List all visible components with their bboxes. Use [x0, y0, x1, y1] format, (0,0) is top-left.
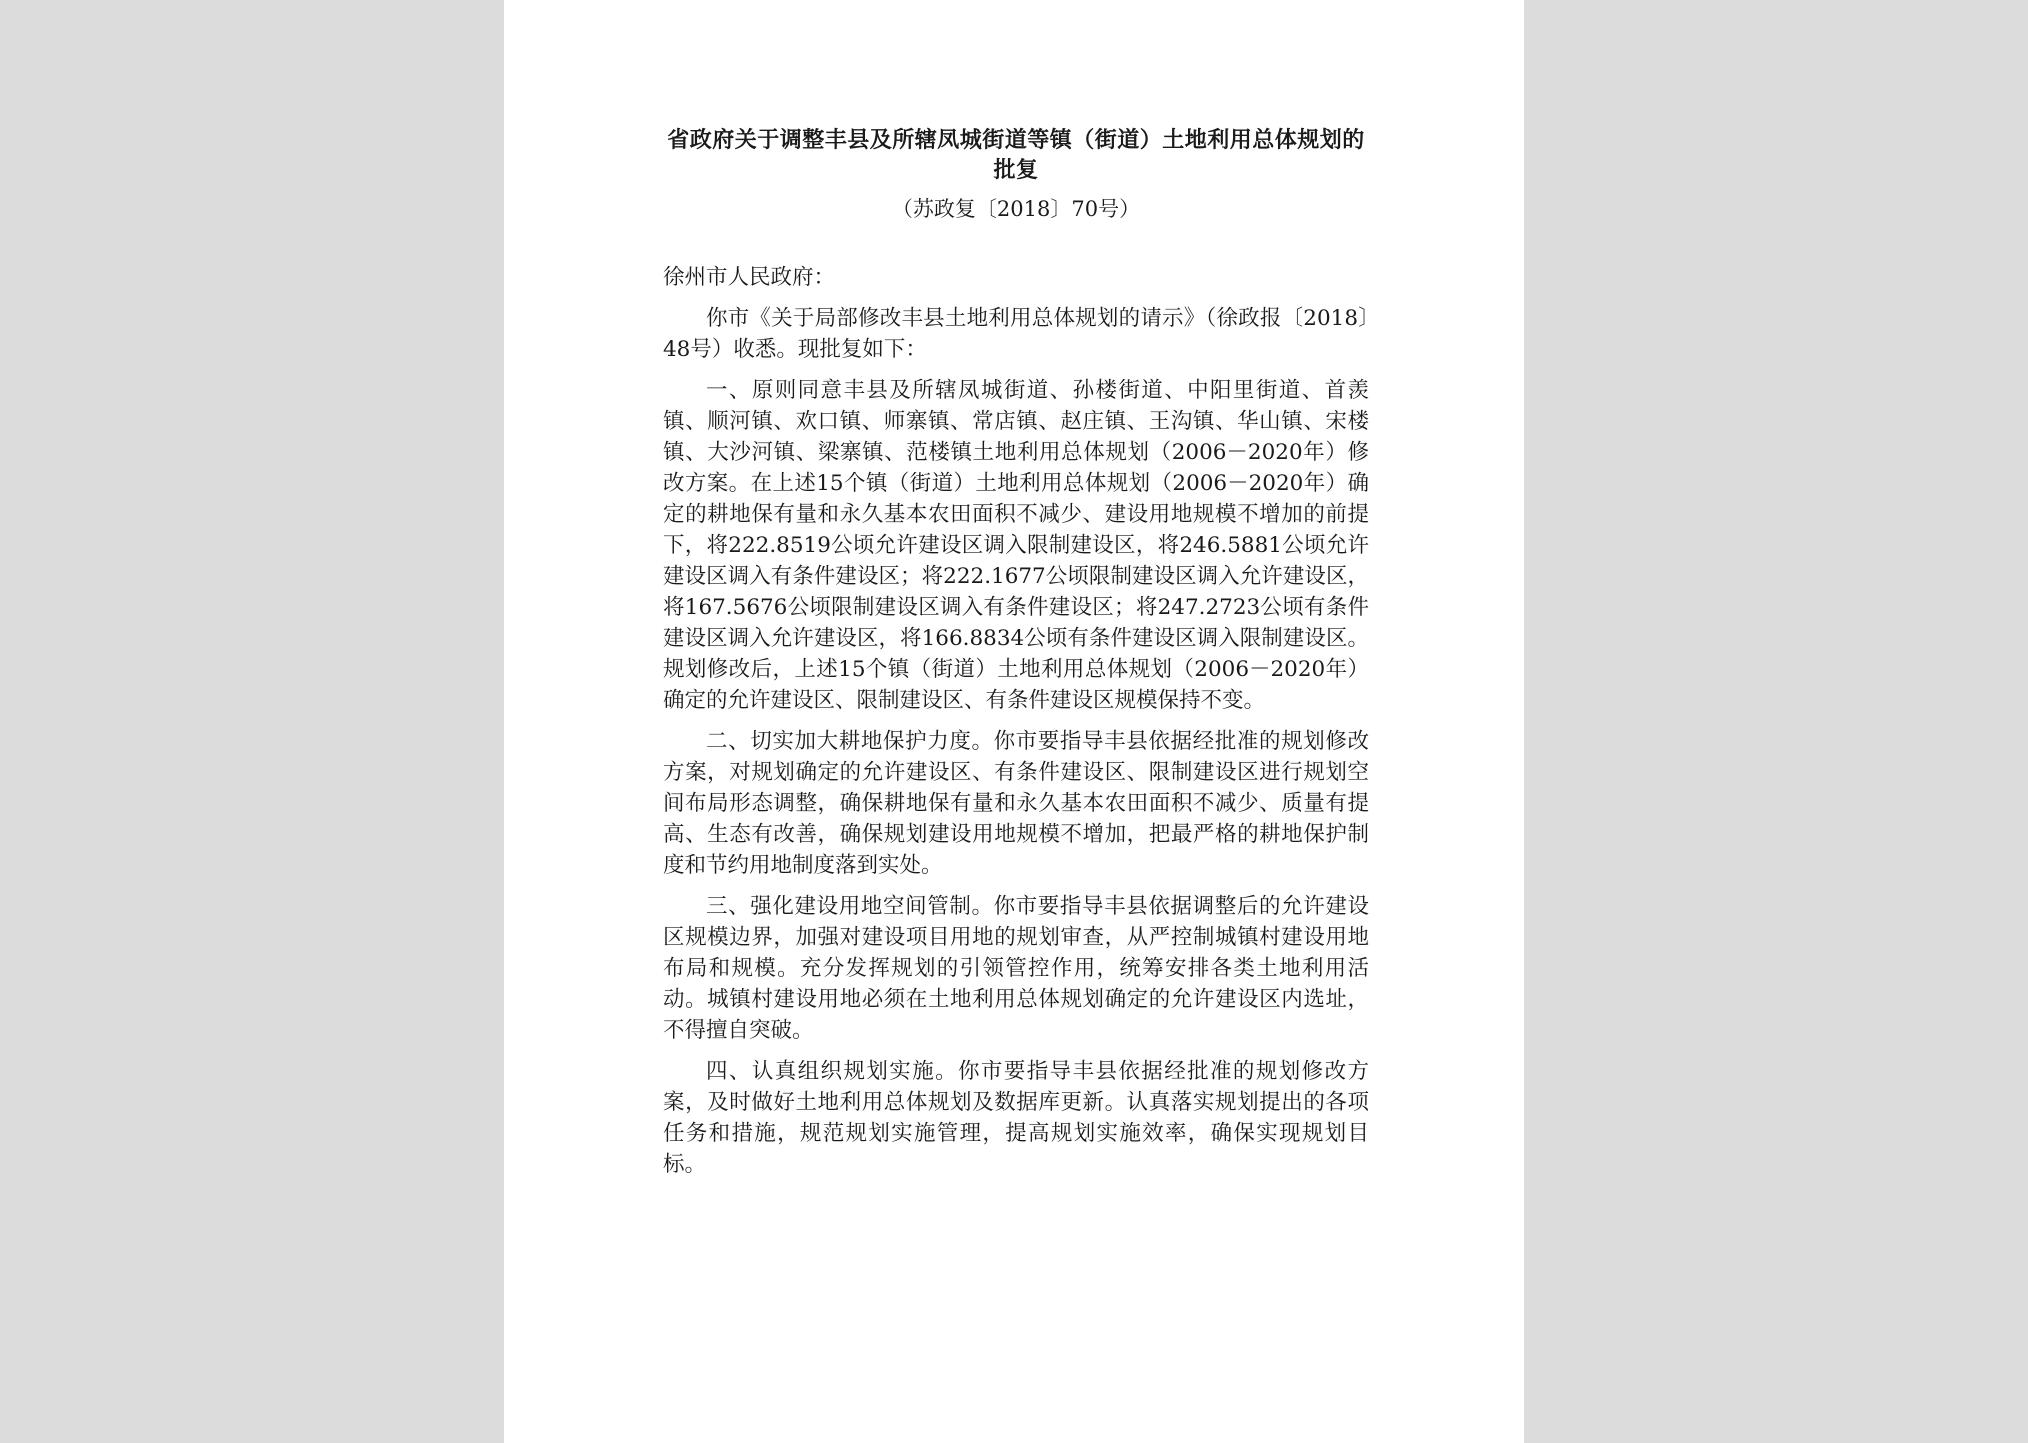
document-number: （苏政复〔2018〕70号）: [891, 197, 1141, 221]
document-content: [663, 126, 1369, 1190]
paragraph-item-1: 一、原则同意丰县及所辖凤城街道、孙楼街道、中阳里街道、首羡镇、顺河镇、欢口镇、师寨镇、常店镇、赵庄镇、王沟镇、华山镇、宋楼镇、大沙河镇、梁寨镇、范楼镇土地利用总体规划（2006－2020年）修改方案。在上述15个镇（街道）土地利用总体规划（2006－2020年）确定的耕地保有量和永久基本农田面积不减少、建设用地规模不增加的前提下，将222.8519公顷允许建设区调入限制建设区，将246.5881公顷允许建设区调入有条件建设区；将222.1677公顷限制建设区调入允许建设区，将167.5676公顷限制建设区调入有条件建设区；将247.2723公顷有条件建设区调入允许建设区，将166.8834公顷有条件建设区调入限制建设区。规划修改后，上述15个镇（街道）土地利用总体规划（2006－2020年）确定的允许建设区、限制建设区、有条件建设区规模保持不变。: [663, 378, 1369, 713]
paragraph-item-2: 二、切实加大耕地保护力度。你市要指导丰县依据经批准的规划修改方案，对规划确定的允许建设区、有条件建设区、限制建设区进行规划空间布局形态调整，确保耕地保有量和永久基本农田面积不减少、质量有提高、生态有改善，确保规划建设用地规模不增加，把最严格的耕地保护制度和节约用地制度落到实处。: [663, 729, 1369, 878]
document-title: 省政府关于调整丰县及所辖凤城街道等镇（街道）土地利用总体规划的批复: [667, 128, 1365, 183]
document-page: [504, 0, 1524, 1443]
salutation: 徐州市人民政府：: [663, 265, 836, 290]
paragraph-intro: 你市《关于局部修改丰县土地利用总体规划的请示》（徐政报〔2018〕48号）收悉。现批复如下：: [663, 306, 1369, 362]
paragraph-item-4: 四、认真组织规划实施。你市要指导丰县依据经批准的规划修改方案，及时做好土地利用总体规划及数据库更新。认真落实规划提出的各项任务和措施，规范规划实施管理，提高规划实施效率，确保实现规划目标。: [663, 1059, 1369, 1177]
paragraph-item-3: 三、强化建设用地空间管制。你市要指导丰县依据调整后的允许建设区规模边界，加强对建设项目用地的规划审查，从严控制城镇村建设用地布局和规模。充分发挥规划的引领管控作用，统筹安排各类土地利用活动。城镇村建设用地必须在土地利用总体规划确定的允许建设区内选址，不得擅自突破。: [663, 894, 1369, 1043]
